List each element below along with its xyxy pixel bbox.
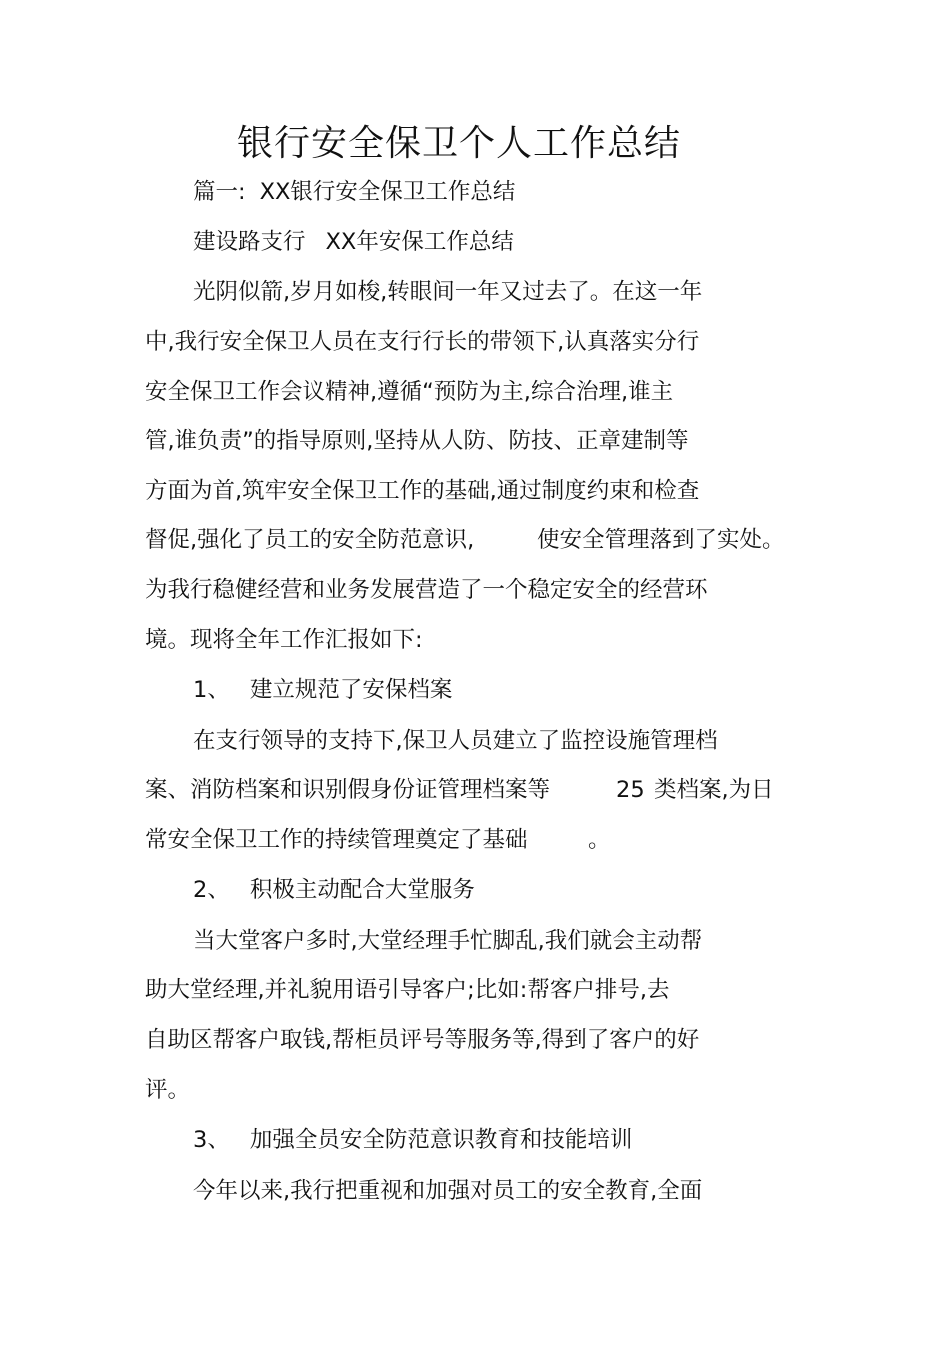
paragraph-line: 管,谁负责”的指导原则,坚持从人防、防技、正章建制等 [145, 428, 689, 454]
section-heading [193, 1124, 632, 1156]
section-title: 加强全员安全防范意识教育和技能培训 [249, 1127, 633, 1153]
archive-count: 25 [616, 777, 645, 803]
paragraph-line: 助大堂经理,并礼貌用语引导客户;比如:帮客户排号,去 [145, 977, 670, 1003]
section-title: 建立规范了安保档案 [249, 677, 453, 703]
report-heading [193, 226, 514, 258]
paragraph-line: 使安全管理落到了实处。 [537, 527, 785, 553]
paragraph-line: 自助区帮客户取钱,帮柜员评号等服务等,得到了客户的好 [145, 1027, 700, 1053]
document-title: 银行安全保卫个人工作总结 [236, 123, 681, 164]
part-label: 篇一: [193, 179, 246, 205]
paragraph-line: 在支行领导的支持下,保卫人员建立了监控设施管理档 [193, 728, 718, 754]
part-title: XX银行安全保卫工作总结 [259, 179, 516, 205]
paragraph-line: 评。 [145, 1077, 191, 1103]
paragraph-line: 督促,强化了员工的安全防范意识, [145, 527, 475, 553]
paragraph-line: 境。现将全年工作汇报如下: [145, 627, 423, 653]
paragraph-line: 中,我行安全保卫人员在支行行长的带领下,认真落实分行 [145, 329, 700, 355]
paragraph-line: 常安全保卫工作的持续管理奠定了基础 [145, 827, 528, 853]
section-heading [193, 874, 475, 906]
paragraph-line: 安全保卫工作会议精神,遵循“预防为主,综合治理,谁主 [145, 379, 674, 405]
paragraph-line: 方面为首,筑牢安全保卫工作的基础,通过制度约束和检查 [145, 478, 700, 504]
report-title: XX年安保工作总结 [325, 229, 514, 255]
paragraph-line: 当大堂客户多时,大堂经理手忙脚乱,我们就会主动帮 [193, 928, 703, 954]
section-heading [193, 674, 452, 706]
section-title: 积极主动配合大堂服务 [249, 877, 475, 903]
section-number: 2、 [193, 877, 230, 903]
paragraph-line: 案、消防档案和识别假身份证管理档案等 [145, 777, 551, 803]
paragraph-line: 类档案,为日 [654, 777, 774, 803]
part-heading [193, 176, 515, 208]
paragraph-line: 今年以来,我行把重视和加强对员工的安全教育,全面 [193, 1178, 703, 1204]
branch-name: 建设路支行 [193, 229, 306, 255]
section-number: 3、 [193, 1127, 230, 1153]
paragraph-line: 为我行稳健经营和业务发展营造了一个稳定安全的经营环 [145, 577, 708, 603]
section-number: 1、 [193, 677, 230, 703]
paragraph-line: 。 [588, 827, 611, 853]
paragraph-line: 光阴似箭,岁月如梭,转眼间一年又过去了。在这一年 [193, 279, 703, 305]
